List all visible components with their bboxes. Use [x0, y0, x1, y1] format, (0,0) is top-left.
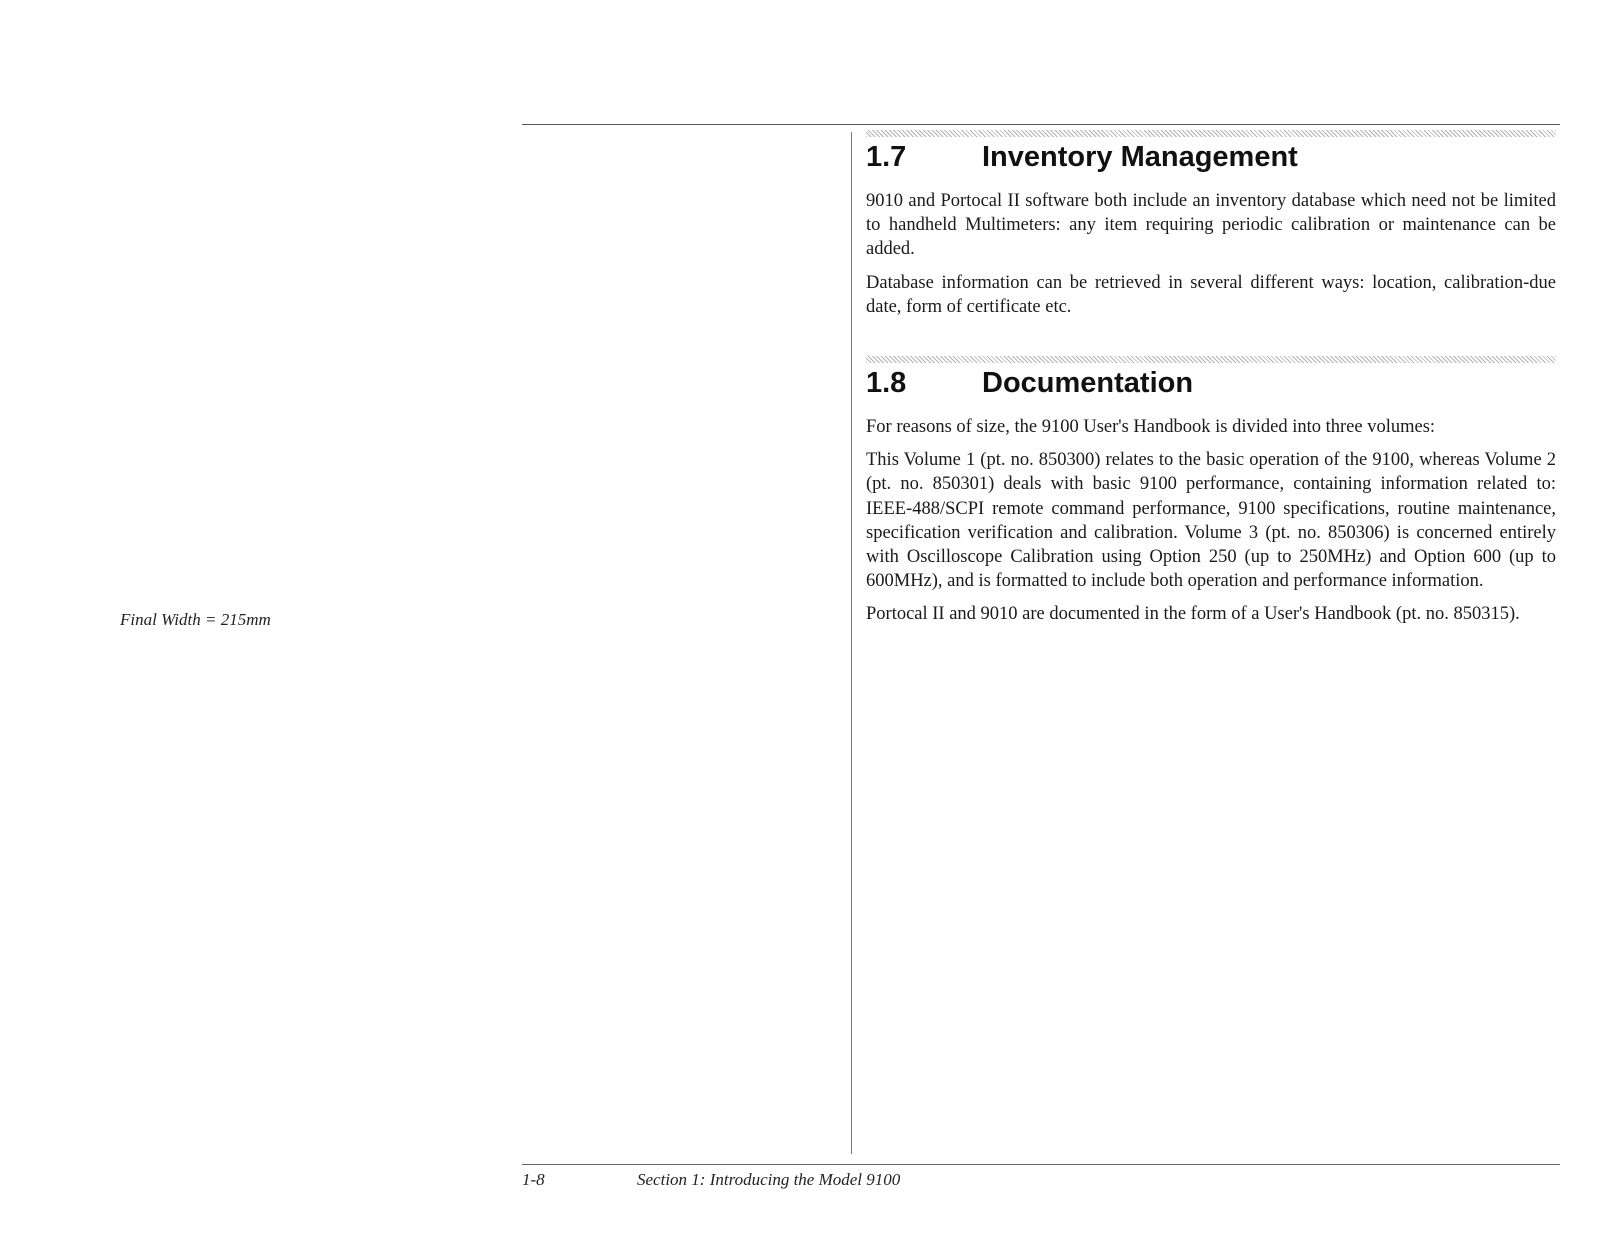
page-number: 1-8	[522, 1170, 545, 1189]
footer-rule	[522, 1164, 1560, 1165]
paragraph: This Volume 1 (pt. no. 850300) relates to the basic operation of the 9100, whereas Volume 2 (pt. no. 850301) deals with basic 9100 performance, containing information related to: IEEE-488/SCPI remote command performance, 9100 specifications, routine maintenance, specification verification and calibration. Volume 3 (pt. no. 850306) is concerned entirely with Oscilloscope Calibration using Option 250 (up to 250MHz) and Option 600 (up to 600MHz), and is formatted to include both operation and performance information.	[866, 450, 1556, 592]
section-documentation	[866, 356, 1556, 627]
section-inventory-management	[866, 130, 1556, 319]
section-title: Documentation	[982, 367, 1194, 400]
section-number: 1.7	[866, 141, 907, 173]
column-divider	[851, 132, 852, 1154]
margin-note: Final Width = 215mm	[120, 610, 271, 629]
footer-section-title: Section 1: Introducing the Model 9100	[637, 1170, 901, 1189]
section-hatch-bar	[866, 130, 1556, 137]
section-title: Inventory Management	[982, 141, 1298, 173]
paragraph: Database information can be retrieved in several different ways: location, calibration-due date, form of certificate etc.	[866, 272, 1556, 317]
section-number: 1.8	[866, 367, 907, 400]
header-rule	[522, 124, 1560, 125]
main-content	[866, 130, 1556, 636]
section-hatch-bar	[866, 356, 1556, 363]
paragraph: For reasons of size, the 9100 User's Handbook is divided into three volumes:	[866, 417, 1436, 438]
section-heading	[866, 367, 1556, 399]
paragraph: Portocal II and 9010 are documented in the form of a User's Handbook (pt. no. 850315).	[866, 604, 1520, 625]
paragraph: 9010 and Portocal II software both include an inventory database which need not be limited to handheld Multimeters: any item requiring periodic calibration or maintenance can be added.	[866, 191, 1556, 260]
section-heading	[866, 141, 1556, 173]
